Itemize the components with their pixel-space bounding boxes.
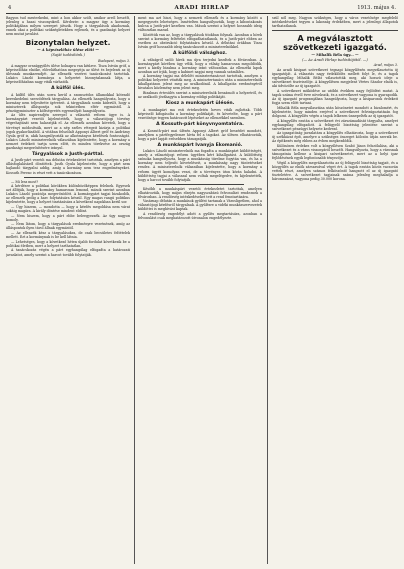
paragraph: Mihalik Béla megválasztása után köszönetet mondott a bizalomért, és kijelentette, hogy minden erejével a szövetkezet felvirágoztatásán fog dolgozni. A közgyűlés végén a tagok lelkesen ünnepelték az új igazgatót. [272, 105, 398, 118]
paragraph: ment ma azt hiszi, hogy a nemzeti ellenzék és a kormány között a megegyezés lehetséges. Ismételten hangsúlyozták, hogy a kibontakozás kulcsa a Justh-párt kezében van. Mások szerint a helyzet hosszabb ideig változatlan marad. [138, 16, 262, 33]
paragraph: A tanácskozás végén a párt egyhangúlag elfogadta a határozati javaslatot, amely szerint a harcot tovább folytatják. [6, 248, 130, 257]
page-number: 4 [8, 5, 12, 11]
paragraph: A Kossuth-párt mai ülésén Apponyi Albert gróf beszédet mondott, amelyben a pártfegyelemre hívta fel a tagokat. Az ülésen elhatározták, hogy a párt lapját erősebben támogatják. [138, 128, 262, 141]
paragraph: — Az ellenzék kész a tárgyalásokra, de csak becsületes feltételek mellett. Ezt a kormánynak is be kell látnia. [6, 231, 130, 240]
newspaper-page [6, 4, 398, 565]
paragraph: Az ülés napirendjén szerepel a választói reform ügye is. A kormánypárt vezetői kijelentették, hogy a választójogi törvény végrehajtását nem halasztják el. Az ellenzék azonban követeli, hogy a törvényt módosítsák, mert az a nép széles rétegeit kizárja a politikai jogok gyakorlásából. A vitában felszólalt Apponyi Albert gróf és Andrássy Gyula gróf is, akik hangsúlyozták az alkotmányos kérdések fontosságát. Lukács László miniszterelnök válaszában kijelentette, hogy a kormány a nemzet érdekeit tartja szem előtt, és minden törekvése az ország gazdasági megerősítésére irányul. [6, 113, 130, 150]
paper-name: ARADI HIRLAP [174, 5, 230, 11]
paragraph: Később a munkáspárt vezetői értekezletet tartottak, amelyen elhatározták, hogy május elsején nagyszabású felvonulást rendeznek a fővárosban. A rendőrség intézkedéseket tett a rend fenntartására. [138, 186, 262, 199]
paragraph: Különösen érdekes volt a közgyűlésen Szabó János felszólalása, aki a szövetkezet és a város viszonyáról beszélt. Hangsúlyozta, hogy a városnak támogatnia kellene a kisipari szövetkezetet, mert az a helyi ipar fejlődésének egyik legfontosabb tényezője. [272, 144, 398, 161]
paragraph: A kormány tagjai ma délelőtt minisztertanácsot tartottak, amelyen a politikai helyzetet vitatták meg. A minisztertanács után a miniszterelnök kihallgatáson jelent meg az uralkodónál. A kihallgatás eredményéről hivatalos közlemény nem jelent meg. [138, 74, 262, 91]
section-heading: Kiosz a munkapárt ülésén. [165, 101, 235, 107]
paragraph: Vasárnap délután a munkások gyűlést tartanak a Városligetben, ahol a választójogi kérdésről tárgyalnak. A gyűlésre a vidéki munkásszervezetek küldöttei is meghívást kaptak. [138, 199, 262, 212]
section-heading: A Kossuth-párt könyvnyomtatóra. [156, 121, 244, 127]
column-2 [138, 16, 262, 221]
section-heading: A munkáspárt Ivanyja Ekomanió. [157, 142, 243, 148]
headline-megvalasztott: A megválasztott szövetkezeti igazgató. [283, 32, 387, 52]
column-3 [272, 16, 398, 182]
byline: (— Az Aradi Hirlap tudósítójától. —) [302, 57, 368, 62]
divider [272, 30, 398, 31]
paragraph: A külföl ülés után sorra kerül a szomszédos államokkal kötendő kereskedelmi szerződések tárgyalása. Az ellenzék hangsúlyozta, hogy a kormány nem teljesítette ígéreteit. A tárgyalások során kiderült, hogy a miniszterek álláspontja sok tekintetben eltér egymástól. A pénzügyminiszter a költségvetés egyensúlyát hangsúlyozta. [6, 92, 130, 113]
dateline: Budapest, május 3. [98, 58, 130, 63]
paragraph: Végül a közgyűlés megválasztotta az új felügyelő bizottság tagjait, és a közgyűlés az elnök zárszavával véget ért. A tagok ezután közös vacsorán vettek részt, amelyen számos felköszöntő hangzott el az új igazgató tiszteletére. A szövetkezet tagjainak száma jelenleg meghaladja a háromszázat, vagyona pedig 30.000 korona. [272, 160, 398, 181]
column-rule-2 [267, 16, 268, 564]
paragraph: — Mi lesz most? [11, 179, 39, 184]
issue-date: 1913. május 4. [357, 5, 396, 11]
section-heading: Tárgyalások a Justh-párttal. [32, 151, 104, 157]
headline-bizonytalan: Bizonytalan helyzet. [25, 37, 111, 47]
paragraph: Bagyon tud mesterkedni, mint a hon akkor szólt, amikor arról beszélt, jelenleg a hazai viszonyokról. Kérdezte: a magyar ügy a kormány politikájában milyen szerepet játszik. Hogy a tárgyalások akadoznak, ennek okai a politikai szükségletekben rejlenek, és a gazdasági helyzet nem mutat javulást. [6, 16, 130, 37]
paragraph: A Justh-párt vezetői ma délután értekezletet tartottak, amelyen a párt állásfoglalásáról döntöttek. Justh Gyula kijelentette, hogy a párt nem hajlandó tárgyalni addig, amíg a kormány nem tesz engedményeket. Kossuth Ferenc is részt vett a tanácskozáson. [6, 158, 130, 175]
paragraph: — Nem hiszem, hogy a párt ebbe beleegyezzék. Az ügy nagyon komoly. [6, 213, 130, 222]
paragraph: Lukács László miniszterelnök ma fogadta a munkáspárt küldöttségét, amely a választójogi reform ügyében kért kihallgatást. A küldöttség szónoka hangsúlyozta, hogy a munkásság türelme fogytán van, és ha a kormány nem teljesíti követeléseit, a munkásság nagy tüntetéseket rendez. A miniszterelnök válaszában kijelentette, hogy a kormány a reform ügyét komolyan veszi, de a törvényes úton kíván haladni. A küldöttség tagjai a válasszal nem voltak megelégedve, és kijelentették, hogy a harcot tovább folytatják. [138, 149, 262, 182]
paragraph: A magyar országgyűlés ülése holnapra van kitűzve. Tisza István gróf, a képviselőház elnöke, előreláthatóan megnyitja az ülést és bejelenti az új ülésszak munkarendjét. Az ellenzék vezérei tanácskozást tartottak. Lukács László kormánya a helyzetet bizonytalannak látja, a képviselőházban nagy viták várhatók. [6, 63, 130, 84]
column-1 [6, 16, 130, 257]
paragraph: A szövetkezet működése az utóbbi években nagy fejlődést mutat. A tagok száma évről évre növekszik, és a szövetkezet vagyona is gyarapodik. Az új igazgató programjában hangsúlyozta, hogy a kisiparosok érdekeit fogja szem előtt tartani. [272, 89, 398, 106]
subheadline: — Mihalik Béla úgy... — [311, 52, 359, 57]
subheadline: — A képviselőház ülése előtt — [37, 48, 99, 53]
paragraph: — Úgy hiszem, — mondotta — hogy a kérdés megoldása nem várat sokáig magára. A király döntése mindent eldönt. [6, 205, 130, 214]
paragraph: Bizalmas értesülés szerint a miniszterelnök beszámolt a helyzetről, és az uralkodó jóváhagyta a kormány eddigi politikáját. [138, 91, 262, 100]
column-rule-1 [134, 16, 135, 564]
divider [24, 177, 112, 178]
paragraph: — Nem látom, hogy a tárgyalások eredményre vezetnének, amíg az álláspontok ilyen távol állnak egymástól. [6, 222, 130, 231]
paragraph: A válságról szóló hírek ma újra terjedni kezdtek a fővárosban. A kormánypárt körében úgy vélik, hogy a válság hamarosan megoldódik, mert a király bizalma a kormány iránt változatlan. Az ellenzéki lapok azonban azt írják, hogy a kabinet napjai meg vannak számlálva. [138, 57, 262, 74]
paragraph: Az igazgatóság javaslatára a közgyűlés elhatározta, hogy a szövetkezet új székházat épít, amelyre a szükséges összeget kölcsön útján szerzik be. Az építkezés még ebben az évben megkezdődik. [272, 131, 398, 144]
paragraph: Közöttük van az, hogy a tárgyalások titokban folynak. Azonban a hírek szerint a kormány feltételei elfogadhatatlanok, és a Justh-párt ebben az esetben az obstrukció folytatására készül. A délutáni órákban Tisza István gróf hosszabb ideig tanácskozott a miniszterelnökkel. [138, 32, 262, 49]
divider [156, 184, 244, 185]
paragraph: Az aradi kisipari szövetkezet tegnapi közgyűlésén megválasztotta új igazgatóját. A választás nagy érdeklődés mellett folyt le, és a tagok egyhangúlag Mihalik Bélát választották meg, aki hosszú ideje a szövetkezet tisztviselője. A közgyűlésen megjelent Vértes Sándor elnök is, aki üdvözölte az új igazgatót. [272, 68, 398, 89]
paragraph: szül nől meg. Nagyon szükséges, hogy a város vezetősége megfelelő intézkedéseket tegyen a lakosság érdekében, mert a jelenlegi állapotok tarthatatlanok. [272, 16, 398, 29]
paragraph: A közgyűlés ezután a szövetkezet évi zárszámadását tárgyalta, amelyet egyhangúlag elfogadott. A felügyelő bizottság jelentése szerint a szövetkezet pénzügyi helyzete kedvező. [272, 118, 398, 131]
paragraph: A rendőrség engedélyt adott a gyűlés megtartására, azonban a felvonulást csak meghatározott útvonalon engedélyezte. [138, 212, 262, 221]
paragraph: A kérdésre a politikai körökben különbözőképpen felelnek. Egyesek azt állítják, hogy a kormány hamarosan lemond, mások szerint azonban Lukács László pozíciója megerősödött. A kormánypárt tagjai bizakodók, az ellenzék pedig a harc folytatására készül. Egy magas rangú politikus kijelentette, hogy a helyzet tisztázására a következő napokban kerül sor. [6, 184, 130, 205]
masthead [6, 4, 398, 14]
section-heading: A külföl ülés. [51, 85, 85, 91]
paragraph: A munkapárt ma esti értekezletén heves viták zajlottak. Több képviselő kifogásolta a kormány politikáját, és követelte, hogy a párt vezetősége tegyen határozott lépéseket az ellenzékkel szemben. [138, 107, 262, 120]
byline: (Saját tudósítónk.) [51, 53, 85, 58]
section-heading: A külföldi válsághoz. [173, 50, 227, 56]
paragraph: — Lehetséges, hogy a következő héten újabb fordulat következik be a politikai életben, mert a helyzet tarthatatlan. [6, 239, 130, 248]
dateline: Arad, május 3. [373, 63, 398, 68]
